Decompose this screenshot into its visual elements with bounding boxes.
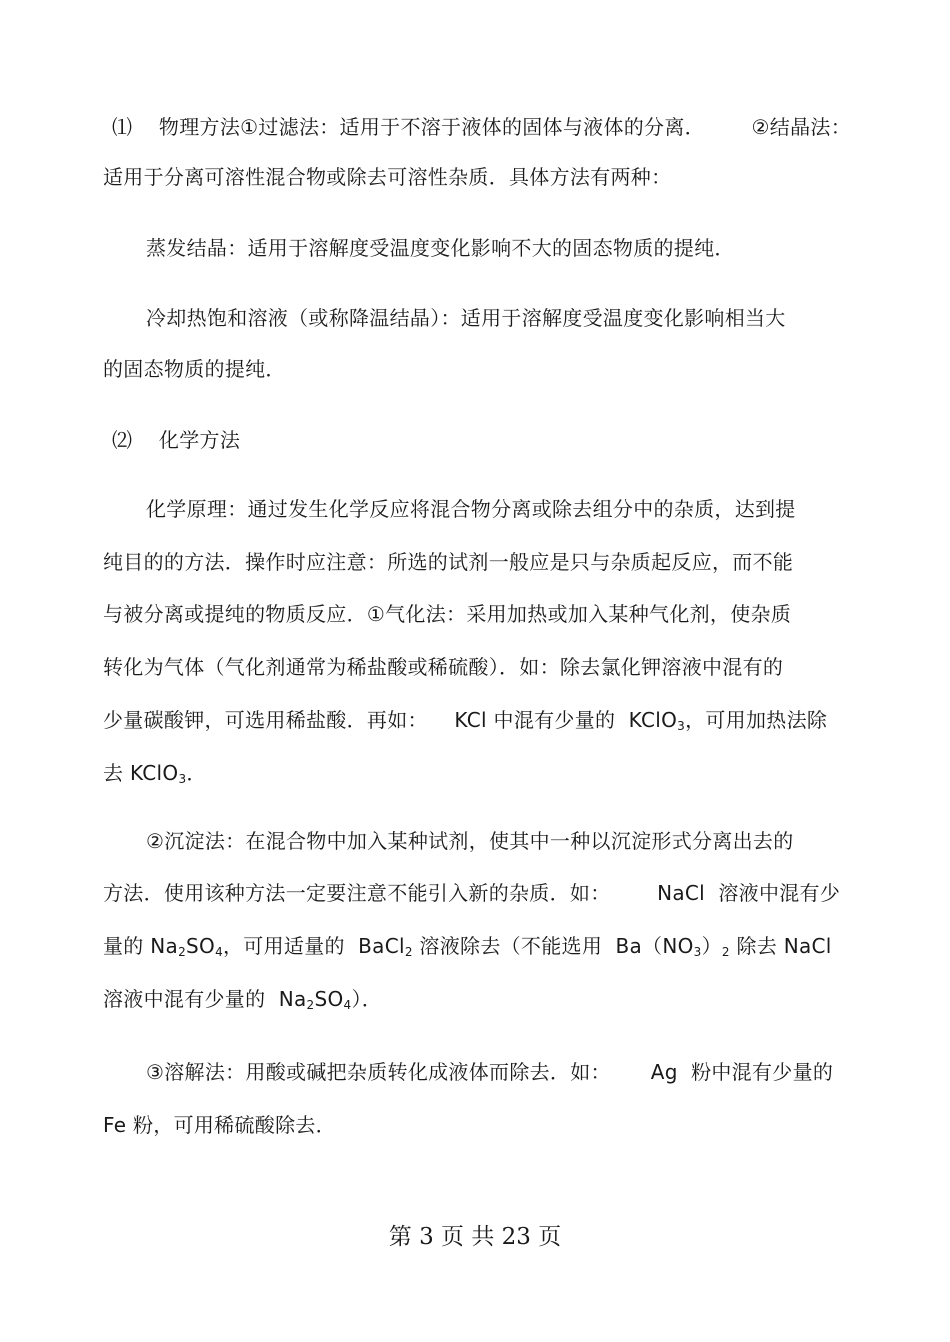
text-line	[103, 1111, 336, 1139]
text-segment: Fe 粉，可用稀硫酸除去．	[103, 1113, 336, 1137]
text-segment: ，可用适量的 BaCl	[223, 934, 405, 958]
text-line	[103, 355, 286, 383]
text-line	[103, 932, 832, 966]
text-line	[112, 113, 851, 141]
text-line	[146, 234, 735, 262]
page-footer: 第 3 页 共 23 页	[388, 1224, 562, 1250]
subscript: 3	[178, 772, 187, 786]
text-line	[103, 600, 791, 628]
text-segment: 量的 Na	[103, 934, 179, 958]
text-segment: 冷却热饱和溶液（或称降温结晶）：适用于溶解度受温度变化影响相当大	[146, 306, 786, 330]
text-segment: ⑴ 物理方法①过滤法：适用于不溶于液体的固体与液体的分离． ②结晶法：	[112, 115, 851, 139]
text-segment: 少量碳酸钾，可选用稀盐酸．再如： KCl 中混有少量的 KClO	[103, 708, 678, 732]
text-line	[103, 759, 207, 793]
text-segment: 转化为气体（气化剂通常为稀盐酸或稀硫酸）．如：除去氯化钾溶液中混有的	[103, 655, 784, 679]
subscript: 3	[693, 945, 702, 959]
text-segment: 去 KClO	[103, 761, 179, 785]
text-segment: ）	[701, 934, 722, 958]
text-segment: ③溶解法：用酸或碱把杂质转化成液体而除去．如： Ag 粉中混有少量的	[146, 1060, 834, 1084]
text-line	[146, 495, 796, 523]
text-line	[103, 879, 840, 907]
text-line	[146, 1058, 833, 1086]
text-line	[146, 304, 786, 332]
text-segment: ．	[186, 761, 207, 785]
text-segment: ②沉淀法：在混合物中加入某种试剂，使其中一种以沉淀形式分离出去的	[146, 829, 794, 853]
text-line	[103, 548, 793, 576]
text-line	[103, 985, 382, 1019]
subscript: 2	[404, 945, 413, 959]
text-line	[103, 653, 783, 681]
text-line	[112, 426, 240, 454]
text-line	[146, 827, 794, 855]
subscript: 2	[306, 998, 315, 1012]
text-segment: ）．	[351, 987, 383, 1011]
subscript: 2	[178, 945, 187, 959]
subscript: 2	[721, 945, 730, 959]
text-segment: 化学原理：通过发生化学反应将混合物分离或除去组分中的杂质，达到提	[146, 497, 796, 521]
text-segment: 溶液除去（不能选用 Ba（NO	[412, 934, 694, 958]
text-segment: ⑵ 化学方法	[112, 428, 241, 452]
text-line	[103, 706, 827, 740]
subscript: 4	[215, 945, 223, 959]
text-segment: 的固态物质的提纯．	[103, 357, 286, 381]
subscript: 4	[343, 998, 352, 1012]
text-segment: 除去 NaCl	[729, 934, 832, 958]
text-segment: 纯目的的方法．操作时应注意：所选的试剂一般应是只与杂质起反应，而不能	[103, 550, 794, 574]
subscript: 3	[677, 719, 686, 733]
text-segment: ，可用加热法除	[685, 708, 828, 732]
text-segment: 适用于分离可溶性混合物或除去可溶性杂质．具体方法有两种：	[103, 165, 672, 189]
text-line	[103, 163, 671, 191]
text-segment: SO	[186, 934, 216, 958]
text-segment: SO	[314, 987, 344, 1011]
text-segment: 与被分离或提纯的物质反应．①气化法：采用加热或加入某种气化剂，使杂质	[103, 602, 792, 626]
text-segment: 溶液中混有少量的 Na	[103, 987, 307, 1011]
text-segment: 方法．使用该种方法一定要注意不能引入新的杂质．如： NaCl 溶液中混有少	[103, 881, 841, 905]
text-segment: 蒸发结晶：适用于溶解度受温度变化影响不大的固态物质的提纯．	[146, 236, 735, 260]
